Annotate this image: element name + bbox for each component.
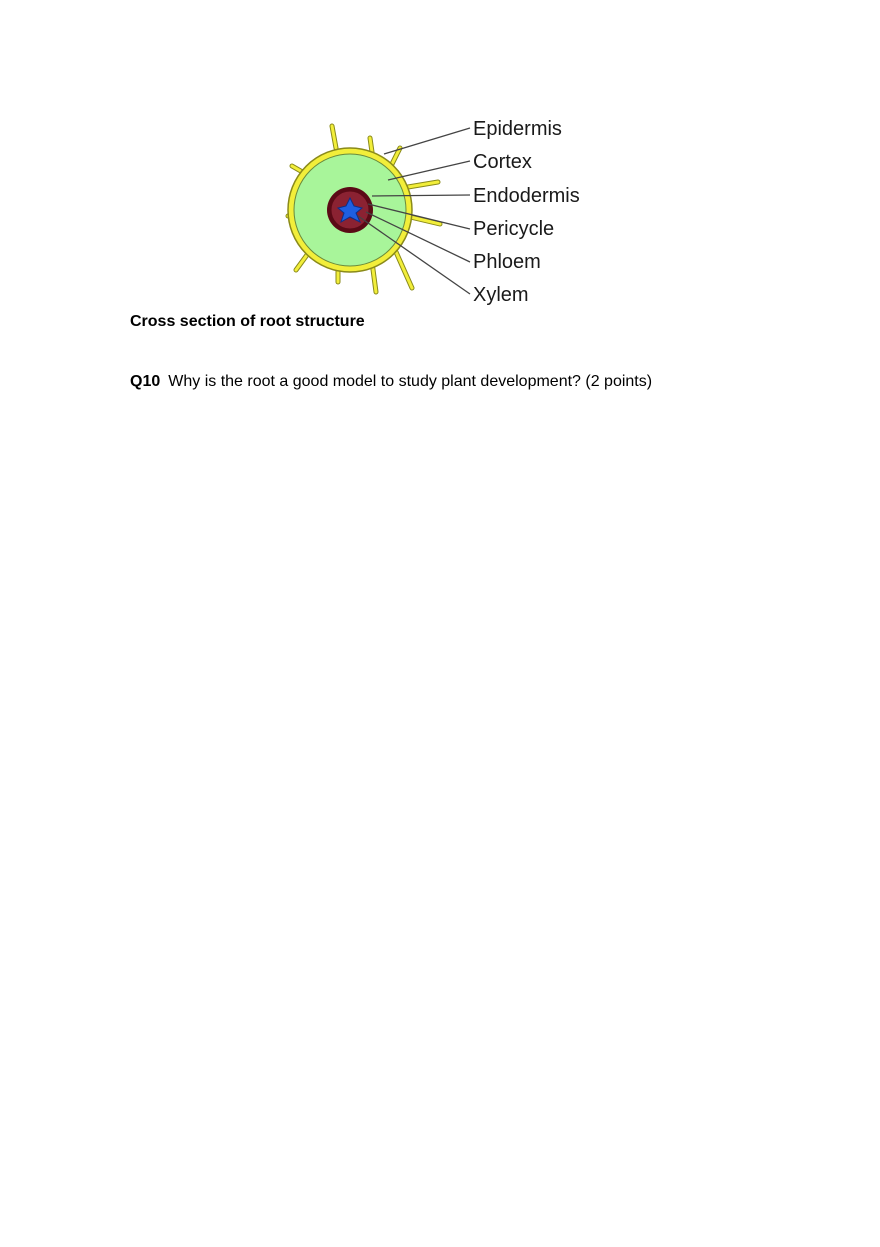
question-text: Why is the root a good model to study plant development? (2 points) — [168, 373, 653, 390]
label-epidermis: Epidermis — [473, 118, 562, 140]
label-xylem: Xylem — [473, 284, 529, 306]
label-endodermis: Endodermis — [473, 185, 580, 207]
figure-caption: Cross section of root structure — [130, 313, 365, 330]
question-number: Q10 — [130, 373, 161, 390]
label-cortex: Cortex — [473, 151, 532, 173]
root-cross-section-diagram — [280, 112, 600, 310]
label-pericycle: Pericycle — [473, 218, 555, 240]
label-phloem: Phloem — [473, 251, 541, 273]
question-10 — [130, 373, 652, 391]
